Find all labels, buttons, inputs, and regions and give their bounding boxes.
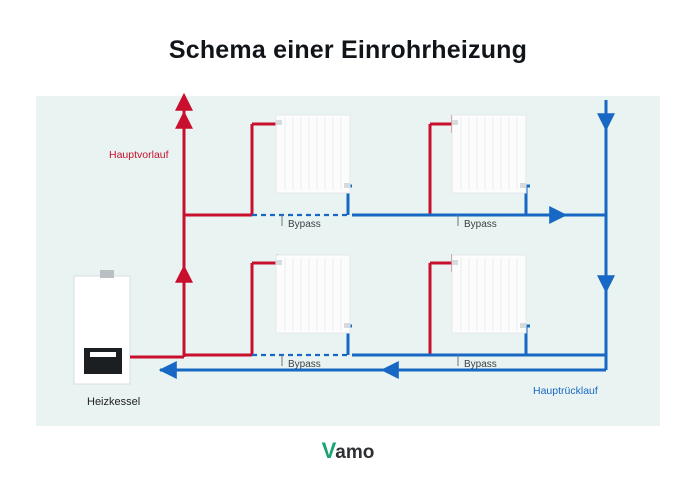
label-bypass-3: Bypass [288, 359, 321, 370]
logo-text: amo [335, 442, 375, 463]
radiator-top-right [452, 115, 526, 193]
label-bypass-2: Bypass [464, 219, 497, 230]
return-pipes-blue [160, 100, 606, 370]
label-boiler: Heizkessel [87, 396, 141, 408]
brand-logo [0, 438, 696, 464]
radiator-bottom-left [276, 255, 350, 333]
page-title: Schema einer Einrohrheizung [168, 36, 528, 64]
label-main-flow: Hauptvorlauf [109, 149, 169, 161]
label-main-return: Hauptrücklauf [533, 385, 598, 397]
radiator-bottom-right [452, 255, 526, 333]
boiler [74, 270, 130, 384]
radiator-top-left [276, 115, 350, 193]
label-bypass-1: Bypass [288, 219, 321, 230]
logo-mark: V [321, 438, 336, 463]
label-bypass-4: Bypass [464, 359, 497, 370]
